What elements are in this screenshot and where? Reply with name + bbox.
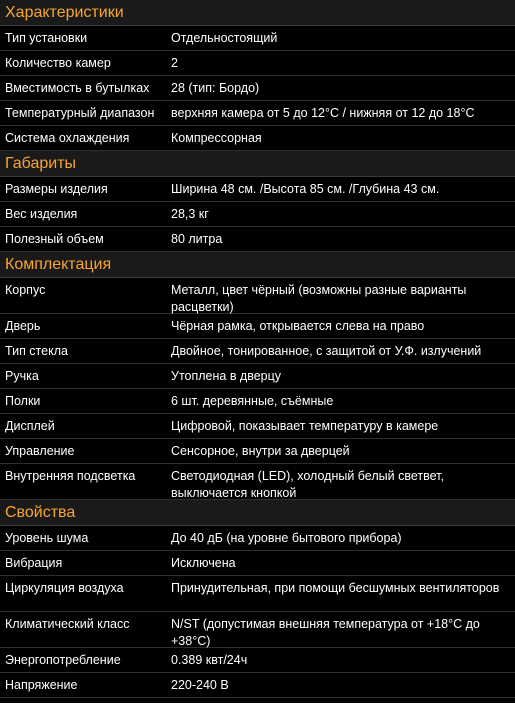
spec-row: [0, 576, 515, 612]
spec-value: Цифровой, показывает температуру в камере: [171, 419, 439, 433]
spec-value: 28 (тип: Бордо): [171, 81, 260, 95]
spec-row: [0, 177, 515, 202]
spec-value: N/ST (допустимая внешняя температура от +18°С до +38°С): [171, 617, 480, 648]
spec-value: верхняя камера от 5 до 12°С / нижняя от 12 до 18°С: [171, 106, 475, 120]
spec-key: Температурный диапазон: [5, 106, 155, 120]
spec-row: [0, 227, 515, 252]
spec-value: 220-240 В: [171, 678, 229, 692]
spec-key: Управление: [5, 444, 75, 458]
section-title-dimensions: Габариты: [0, 151, 515, 177]
spec-key: Тип установки: [5, 31, 88, 45]
spec-key: Вместимость в бутылках: [5, 81, 150, 95]
spec-key: Дисплей: [5, 419, 55, 433]
spec-row: [0, 464, 515, 500]
spec-row: [0, 364, 515, 389]
spec-key: Уровень шума: [5, 531, 89, 545]
spec-row: [0, 673, 515, 698]
spec-value: Светодиодная (LED), холодный белый светвет, выключается кнопкой: [171, 469, 444, 500]
spec-row: [0, 51, 515, 76]
spec-key: Полезный объем: [5, 232, 104, 246]
spec-key: Корпус: [5, 283, 46, 297]
spec-row: [0, 439, 515, 464]
spec-row: [0, 278, 515, 314]
spec-value: Сенсорное, внутри за дверцей: [171, 444, 350, 458]
spec-key: Размеры изделия: [5, 182, 108, 196]
spec-key: Энергопотребление: [5, 653, 121, 667]
spec-row: [0, 26, 515, 51]
spec-row: [0, 612, 515, 648]
spec-row: [0, 101, 515, 126]
spec-value: Отдельностоящий: [171, 31, 278, 45]
spec-row: [0, 389, 515, 414]
spec-key: Напряжение: [5, 678, 78, 692]
section-title-properties: Свойства: [0, 500, 515, 526]
spec-key: Количество камер: [5, 56, 111, 70]
spec-value: До 40 дБ (на уровне бытового прибора): [171, 531, 402, 545]
spec-value: Чёрная рамка, открывается слева на право: [171, 319, 425, 333]
spec-key: Циркуляция воздуха: [5, 581, 124, 595]
section-title-equipment: Комплектация: [0, 252, 515, 278]
spec-value: 0.389 квт/24ч: [171, 653, 248, 667]
spec-row: [0, 126, 515, 151]
spec-key: Вес изделия: [5, 207, 78, 221]
spec-value: Ширина 48 см. /Высота 85 см. /Глубина 43 см.: [171, 182, 440, 196]
spec-key: Ручка: [5, 369, 39, 383]
spec-value: Компрессорная: [171, 131, 262, 145]
spec-value: 80 литра: [171, 232, 223, 246]
spec-key: Вибрация: [5, 556, 63, 570]
spec-row: [0, 339, 515, 364]
spec-row: [0, 648, 515, 673]
spec-value: Металл, цвет чёрный (возможны разные варианты расцветки): [171, 283, 467, 314]
spec-row: [0, 414, 515, 439]
spec-key: Полки: [5, 394, 41, 408]
spec-row: [0, 76, 515, 101]
spec-key: Климатический класс: [5, 617, 130, 631]
spec-row: [0, 526, 515, 551]
spec-value: Утоплена в дверцу: [171, 369, 282, 383]
spec-value: 2: [171, 56, 178, 70]
spec-row: [0, 202, 515, 227]
spec-row: [0, 551, 515, 576]
spec-value: 6 шт. деревянные, съёмные: [171, 394, 334, 408]
spec-row: [0, 314, 515, 339]
spec-key: Тип стекла: [5, 344, 68, 358]
spec-key: Дверь: [5, 319, 41, 333]
spec-value: Принудительная, при помощи бесшумных вентиляторов: [171, 581, 500, 595]
section-title-characteristics: Характеристики: [0, 0, 515, 26]
spec-value: 28,3 кг: [171, 207, 209, 221]
spec-key: Внутренняя подсветка: [5, 469, 136, 483]
spec-value: Двойное, тонированное, с защитой от У.Ф. излучений: [171, 344, 482, 358]
spec-key: Система охлаждения: [5, 131, 130, 145]
spec-value: Исключена: [171, 556, 236, 570]
